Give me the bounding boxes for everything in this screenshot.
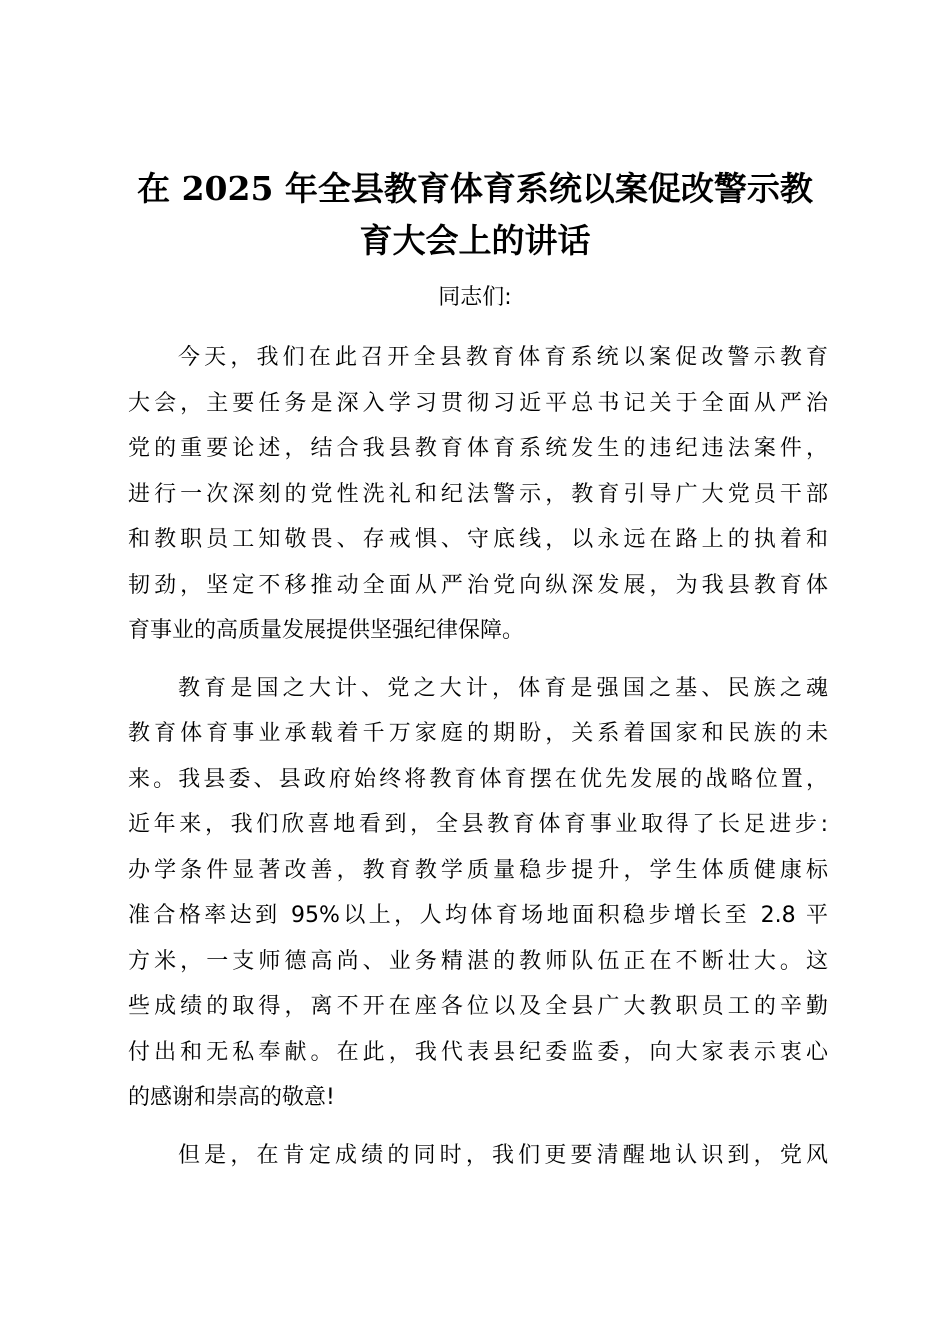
- paragraph-line: 但是，在肯定成绩的同时，我们更要清醒地认识到，党风: [178, 1142, 828, 1168]
- paragraph-3: [128, 1133, 828, 1179]
- paragraph-line: 近年来，我们欣喜地看到，全县教育体育事业取得了长足进步:: [128, 812, 828, 837]
- paragraph-line: 大会，主要任务是深入学习贯彻习近平总书记关于全面从严治: [128, 390, 828, 416]
- paragraph-line: 些成绩的取得，离不开在座各位以及全县广大教职员工的辛勤: [128, 994, 828, 1019]
- document-title: [110, 163, 840, 267]
- paragraph-2: [128, 666, 828, 1121]
- title-line-1: 在 2025 年全县教育体育系统以案促改警示教: [137, 169, 813, 208]
- paragraph-line: 教育体育事业承载着千万家庭的期盼，关系着国家和民族的未: [128, 721, 828, 746]
- paragraph-line: 付出和无私奉献。在此，我代表县纪委监委，向大家表示衷心: [128, 1039, 828, 1065]
- paragraph-line: 教育是国之大计、党之大计，体育是强国之基、民族之魂: [178, 675, 828, 701]
- paragraph-line: 育事业的高质量发展提供坚强纪律保障。: [128, 618, 525, 643]
- paragraph-line: 办学条件显著改善，教育教学质量稳步提升，学生体质健康标: [128, 857, 828, 883]
- paragraph-line: 今天，我们在此召开全县教育体育系统以案促改警示教育: [178, 345, 828, 370]
- paragraph-line: 进行一次深刻的党性洗礼和纪法警示，教育引导广大党员干部: [128, 481, 828, 507]
- document-body: [128, 335, 828, 1178]
- greeting: 同志们:: [438, 285, 512, 310]
- paragraph-line: 党的重要论述，结合我县教育体育系统发生的违纪违法案件，: [128, 436, 828, 461]
- title-line-2: 育大会上的讲话: [359, 221, 591, 260]
- paragraph-1: [128, 335, 828, 654]
- paragraph-line: 准合格率达到 95%以上，人均体育场地面积稳步增长至 2.8 平: [128, 903, 828, 928]
- paragraph-line: 的感谢和崇高的敬意!: [128, 1085, 335, 1110]
- paragraph-line: 方米，一支师德高尚、业务精湛的教师队伍正在不断壮大。这: [128, 948, 828, 974]
- paragraph-line: 韧劲，坚定不移推动全面从严治党向纵深发展，为我县教育体: [128, 572, 828, 598]
- paragraph-line: 来。我县委、县政府始终将教育体育摆在优先发展的战略位置，: [128, 766, 828, 792]
- paragraph-line: 和教职员工知敬畏、存戒惧、守底线，以永远在路上的执着和: [128, 527, 828, 552]
